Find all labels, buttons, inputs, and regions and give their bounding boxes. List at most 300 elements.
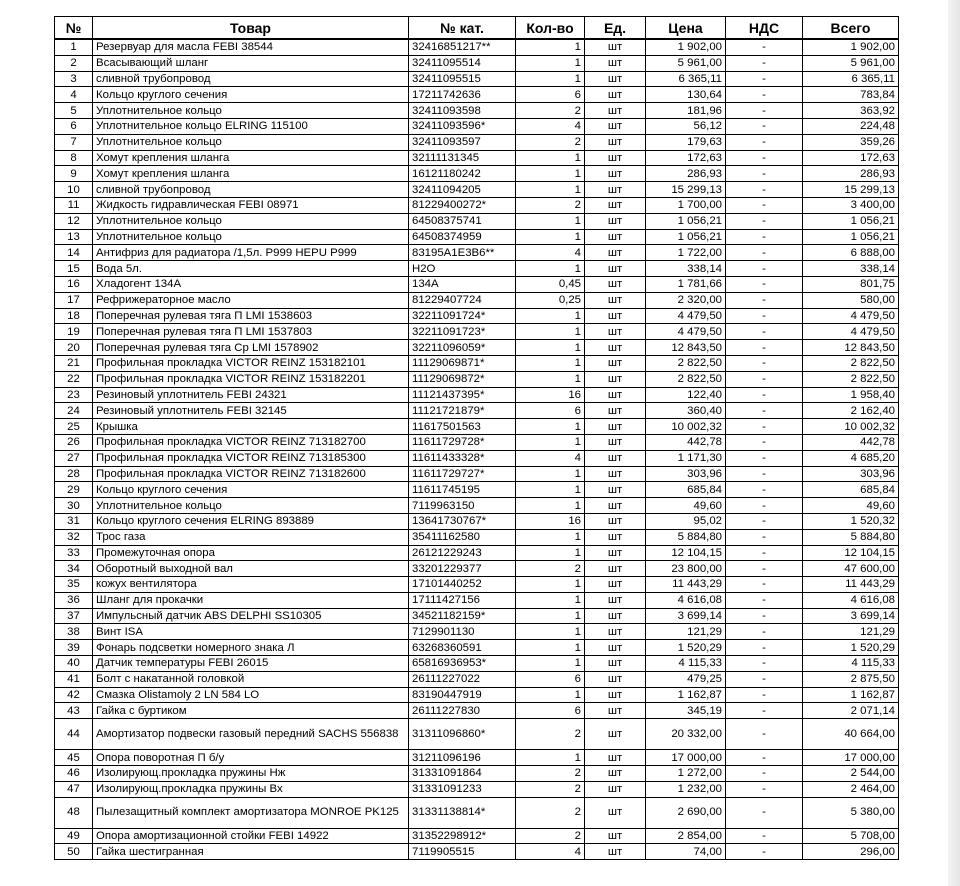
table-row: [55, 118, 899, 134]
table-row: [55, 419, 899, 435]
cell-quantity: 1: [516, 656, 585, 672]
cell-unit: шт: [585, 640, 646, 656]
table-row: [55, 529, 899, 545]
table-row: [55, 624, 899, 640]
cell-unit: шт: [585, 466, 646, 482]
cell-total: 303,96: [803, 466, 899, 482]
table-row: [55, 450, 899, 466]
cell-quantity: 2: [516, 103, 585, 119]
cell-num: 16: [55, 276, 93, 292]
cell-quantity: 1: [516, 624, 585, 640]
cell-total: 2 875,50: [803, 671, 899, 687]
cell-quantity: 4: [516, 844, 585, 860]
cell-price: 2 854,00: [646, 828, 726, 844]
cell-num: 6: [55, 118, 93, 134]
cell-catalog-number: 13641730767*: [409, 513, 516, 529]
cell-vat: -: [726, 324, 803, 340]
cell-catalog-number: 64508375741: [409, 213, 516, 229]
cell-unit: шт: [585, 828, 646, 844]
table-row: [55, 371, 899, 387]
cell-price: 15 299,13: [646, 182, 726, 198]
cell-unit: шт: [585, 656, 646, 672]
cell-unit: шт: [585, 545, 646, 561]
cell-num: 20: [55, 340, 93, 356]
cell-item: Фонарь подсветки номерного знака Л: [93, 640, 409, 656]
cell-price: 1 700,00: [646, 197, 726, 213]
cell-item: сливной трубопровод: [93, 71, 409, 87]
cell-vat: -: [726, 197, 803, 213]
cell-vat: -: [726, 624, 803, 640]
cell-num: 19: [55, 324, 93, 340]
cell-unit: шт: [585, 750, 646, 766]
cell-vat: -: [726, 781, 803, 797]
cell-catalog-number: 32411093596*: [409, 118, 516, 134]
cell-item: Уплотнительное кольцо ELRING 115100: [93, 118, 409, 134]
cell-num: 26: [55, 434, 93, 450]
header-num: №: [55, 17, 93, 40]
cell-total: 359,26: [803, 134, 899, 150]
cell-num: 49: [55, 828, 93, 844]
cell-vat: -: [726, 371, 803, 387]
cell-price: 1 056,21: [646, 229, 726, 245]
cell-unit: шт: [585, 592, 646, 608]
cell-price: 122,40: [646, 387, 726, 403]
cell-vat: -: [726, 687, 803, 703]
cell-price: 2 822,50: [646, 355, 726, 371]
table-row: [55, 324, 899, 340]
cell-vat: -: [726, 561, 803, 577]
cell-unit: шт: [585, 182, 646, 198]
cell-item: Трос газа: [93, 529, 409, 545]
cell-item: Импульсный датчик ABS DELPHI SS10305: [93, 608, 409, 624]
table-row: [55, 781, 899, 797]
cell-num: 24: [55, 403, 93, 419]
cell-total: 2 464,00: [803, 781, 899, 797]
cell-num: 32: [55, 529, 93, 545]
cell-total: 49,60: [803, 498, 899, 514]
cell-vat: -: [726, 403, 803, 419]
cell-quantity: 1: [516, 213, 585, 229]
cell-catalog-number: 32211091724*: [409, 308, 516, 324]
cell-quantity: 1: [516, 608, 585, 624]
cell-unit: шт: [585, 324, 646, 340]
cell-catalog-number: 32411095514: [409, 55, 516, 71]
cell-item: Уплотнительное кольцо: [93, 213, 409, 229]
cell-item: Антифриз для радиатора /1,5л. P999 HEPU P999: [93, 245, 409, 261]
cell-price: 345,19: [646, 703, 726, 719]
cell-num: 33: [55, 545, 93, 561]
cell-vat: -: [726, 513, 803, 529]
cell-num: 11: [55, 197, 93, 213]
cell-quantity: 1: [516, 419, 585, 435]
cell-total: 172,63: [803, 150, 899, 166]
table-row: [55, 213, 899, 229]
cell-catalog-number: 11611433328*: [409, 450, 516, 466]
cell-catalog-number: 64508374959: [409, 229, 516, 245]
cell-quantity: 1: [516, 261, 585, 277]
cell-vat: -: [726, 450, 803, 466]
cell-unit: шт: [585, 308, 646, 324]
cell-total: 1 056,21: [803, 213, 899, 229]
cell-total: 580,00: [803, 292, 899, 308]
table-row: [55, 545, 899, 561]
cell-vat: -: [726, 844, 803, 860]
cell-total: 363,92: [803, 103, 899, 119]
cell-catalog-number: 11129069872*: [409, 371, 516, 387]
cell-num: 9: [55, 166, 93, 182]
cell-quantity: 1: [516, 324, 585, 340]
cell-unit: шт: [585, 245, 646, 261]
cell-num: 21: [55, 355, 93, 371]
cell-item: Вода 5л.: [93, 261, 409, 277]
cell-item: Смазка Olistamoly 2 LN 584 LO: [93, 687, 409, 703]
table-row: [55, 182, 899, 198]
cell-vat: -: [726, 671, 803, 687]
cell-unit: шт: [585, 781, 646, 797]
cell-quantity: 4: [516, 245, 585, 261]
table-row: [55, 797, 899, 828]
cell-item: Болт с накатанной головкой: [93, 671, 409, 687]
cell-catalog-number: 31352298912*: [409, 828, 516, 844]
cell-unit: шт: [585, 118, 646, 134]
table-row: [55, 434, 899, 450]
cell-quantity: 2: [516, 561, 585, 577]
cell-unit: шт: [585, 671, 646, 687]
table-row: [55, 466, 899, 482]
cell-total: 442,78: [803, 434, 899, 450]
cell-total: 296,00: [803, 844, 899, 860]
cell-num: 23: [55, 387, 93, 403]
cell-num: 46: [55, 766, 93, 782]
cell-num: 4: [55, 87, 93, 103]
cell-quantity: 16: [516, 387, 585, 403]
cell-item: сливной трубопровод: [93, 182, 409, 198]
cell-item: Пылезащитный комплект амортизатора MONROE PK125: [93, 797, 409, 828]
cell-num: 41: [55, 671, 93, 687]
cell-price: 2 822,50: [646, 371, 726, 387]
cell-vat: -: [726, 71, 803, 87]
cell-catalog-number: 26111227022: [409, 671, 516, 687]
cell-vat: -: [726, 466, 803, 482]
cell-total: 2 071,14: [803, 703, 899, 719]
cell-catalog-number: 11129069871*: [409, 355, 516, 371]
cell-catalog-number: 33201229377: [409, 561, 516, 577]
cell-item: Хомут крепления шланга: [93, 166, 409, 182]
cell-price: 20 332,00: [646, 719, 726, 750]
cell-unit: шт: [585, 687, 646, 703]
cell-total: 4 479,50: [803, 324, 899, 340]
cell-vat: -: [726, 387, 803, 403]
cell-num: 45: [55, 750, 93, 766]
cell-num: 3: [55, 71, 93, 87]
cell-catalog-number: 31211096196: [409, 750, 516, 766]
cell-catalog-number: 11611729728*: [409, 434, 516, 450]
cell-quantity: 2: [516, 197, 585, 213]
cell-unit: шт: [585, 213, 646, 229]
cell-num: 2: [55, 55, 93, 71]
cell-quantity: 6: [516, 87, 585, 103]
cell-total: 17 000,00: [803, 750, 899, 766]
cell-total: 6 888,00: [803, 245, 899, 261]
cell-vat: -: [726, 355, 803, 371]
cell-total: 5 884,80: [803, 529, 899, 545]
cell-num: 35: [55, 577, 93, 593]
table-row: [55, 703, 899, 719]
cell-price: 3 699,14: [646, 608, 726, 624]
cell-price: 1 232,00: [646, 781, 726, 797]
cell-unit: шт: [585, 577, 646, 593]
cell-price: 179,63: [646, 134, 726, 150]
cell-catalog-number: 35411162580: [409, 529, 516, 545]
cell-num: 7: [55, 134, 93, 150]
cell-vat: -: [726, 39, 803, 55]
cell-unit: шт: [585, 482, 646, 498]
cell-num: 43: [55, 703, 93, 719]
cell-total: 5 708,00: [803, 828, 899, 844]
table-row: [55, 719, 899, 750]
cell-num: 38: [55, 624, 93, 640]
cell-unit: шт: [585, 624, 646, 640]
cell-unit: шт: [585, 150, 646, 166]
cell-item: Резиновый уплотнитель FEBI 24321: [93, 387, 409, 403]
table-row: [55, 577, 899, 593]
cell-quantity: 4: [516, 450, 585, 466]
cell-unit: шт: [585, 703, 646, 719]
cell-catalog-number: 17211742636: [409, 87, 516, 103]
table-row: [55, 403, 899, 419]
cell-item: Поперечная рулевая тяга П LMI 1538603: [93, 308, 409, 324]
cell-num: 44: [55, 719, 93, 750]
cell-item: Профильная прокладка VICTOR REINZ 713182700: [93, 434, 409, 450]
cell-item: Опора амортизационной стойки FEBI 14922: [93, 828, 409, 844]
cell-catalog-number: 83190447919: [409, 687, 516, 703]
cell-item: Изолирующ.прокладка пружины Нж: [93, 766, 409, 782]
cell-num: 5: [55, 103, 93, 119]
cell-num: 28: [55, 466, 93, 482]
cell-price: 4 115,33: [646, 656, 726, 672]
cell-catalog-number: 32411093598: [409, 103, 516, 119]
table-row: [55, 340, 899, 356]
cell-catalog-number: 31311096860*: [409, 719, 516, 750]
cell-num: 10: [55, 182, 93, 198]
cell-quantity: 1: [516, 308, 585, 324]
cell-item: Амортизатор подвески газовый передний SACHS 556838: [93, 719, 409, 750]
cell-quantity: 1: [516, 340, 585, 356]
cell-num: 39: [55, 640, 93, 656]
cell-total: 1 520,29: [803, 640, 899, 656]
cell-price: 1 272,00: [646, 766, 726, 782]
cell-vat: -: [726, 134, 803, 150]
cell-quantity: 1: [516, 529, 585, 545]
cell-quantity: 1: [516, 577, 585, 593]
cell-num: 13: [55, 229, 93, 245]
cell-catalog-number: 11617501563: [409, 419, 516, 435]
cell-item: Уплотнительное кольцо: [93, 498, 409, 514]
cell-catalog-number: H2O: [409, 261, 516, 277]
cell-price: 56,12: [646, 118, 726, 134]
cell-unit: шт: [585, 292, 646, 308]
cell-price: 286,93: [646, 166, 726, 182]
cell-item: Промежуточная опора: [93, 545, 409, 561]
table-row: [55, 592, 899, 608]
cell-total: 12 843,50: [803, 340, 899, 356]
cell-catalog-number: 26121229243: [409, 545, 516, 561]
table-row: [55, 39, 899, 55]
cell-quantity: 1: [516, 687, 585, 703]
cell-price: 1 722,00: [646, 245, 726, 261]
cell-total: 11 443,29: [803, 577, 899, 593]
cell-item: Уплотнительное кольцо: [93, 229, 409, 245]
cell-catalog-number: 16121180242: [409, 166, 516, 182]
cell-total: 2 162,40: [803, 403, 899, 419]
cell-unit: шт: [585, 197, 646, 213]
cell-unit: шт: [585, 55, 646, 71]
cell-catalog-number: 83195A1E3B6**: [409, 245, 516, 261]
cell-unit: шт: [585, 87, 646, 103]
cell-vat: -: [726, 592, 803, 608]
cell-vat: -: [726, 292, 803, 308]
cell-vat: -: [726, 608, 803, 624]
header-item: Товар: [93, 17, 409, 40]
cell-quantity: 2: [516, 719, 585, 750]
cell-total: 6 365,11: [803, 71, 899, 87]
cell-num: 12: [55, 213, 93, 229]
cell-item: Уплотнительное кольцо: [93, 134, 409, 150]
cell-unit: шт: [585, 71, 646, 87]
cell-quantity: 2: [516, 781, 585, 797]
cell-item: кожух вентилятора: [93, 577, 409, 593]
cell-num: 42: [55, 687, 93, 703]
cell-unit: шт: [585, 229, 646, 245]
cell-item: Профильная прокладка VICTOR REINZ 713182600: [93, 466, 409, 482]
cell-quantity: 2: [516, 134, 585, 150]
cell-item: Кольцо круглого сечения ELRING 893889: [93, 513, 409, 529]
cell-price: 2 320,00: [646, 292, 726, 308]
cell-total: 1 958,40: [803, 387, 899, 403]
cell-quantity: 1: [516, 434, 585, 450]
cell-unit: шт: [585, 276, 646, 292]
cell-quantity: 4: [516, 118, 585, 134]
cell-price: 181,96: [646, 103, 726, 119]
cell-catalog-number: 17101440252: [409, 577, 516, 593]
cell-total: 286,93: [803, 166, 899, 182]
cell-num: 14: [55, 245, 93, 261]
cell-item: Профильная прокладка VICTOR REINZ 713185300: [93, 450, 409, 466]
table-row: [55, 750, 899, 766]
table-row: [55, 608, 899, 624]
cell-vat: -: [726, 166, 803, 182]
cell-unit: шт: [585, 766, 646, 782]
table-body: [55, 39, 899, 860]
cell-catalog-number: 31331091233: [409, 781, 516, 797]
cell-num: 34: [55, 561, 93, 577]
cell-catalog-number: 7119963150: [409, 498, 516, 514]
cell-catalog-number: 81229400272*: [409, 197, 516, 213]
cell-vat: -: [726, 103, 803, 119]
parts-invoice-table: [54, 16, 899, 860]
cell-catalog-number: 32411093597: [409, 134, 516, 150]
cell-price: 23 800,00: [646, 561, 726, 577]
cell-quantity: 6: [516, 671, 585, 687]
cell-item: Кольцо круглого сечения: [93, 482, 409, 498]
table-row: [55, 844, 899, 860]
cell-catalog-number: 31331138814*: [409, 797, 516, 828]
cell-quantity: 1: [516, 182, 585, 198]
cell-unit: шт: [585, 450, 646, 466]
table-row: [55, 87, 899, 103]
cell-vat: -: [726, 750, 803, 766]
cell-total: 4 685,20: [803, 450, 899, 466]
cell-price: 6 365,11: [646, 71, 726, 87]
cell-vat: -: [726, 55, 803, 71]
cell-item: Гайка с буртиком: [93, 703, 409, 719]
cell-price: 1 902,00: [646, 39, 726, 55]
cell-num: 17: [55, 292, 93, 308]
cell-catalog-number: 81229407724: [409, 292, 516, 308]
cell-total: 1 056,21: [803, 229, 899, 245]
table-row: [55, 513, 899, 529]
cell-total: 3 699,14: [803, 608, 899, 624]
cell-unit: шт: [585, 844, 646, 860]
header-catalog-number: № кат.: [409, 17, 516, 40]
table-row: [55, 640, 899, 656]
cell-quantity: 1: [516, 592, 585, 608]
cell-item: Хомут крепления шланга: [93, 150, 409, 166]
cell-num: 31: [55, 513, 93, 529]
cell-catalog-number: 7129901130: [409, 624, 516, 640]
table-row: [55, 103, 899, 119]
cell-price: 1 171,30: [646, 450, 726, 466]
cell-unit: шт: [585, 513, 646, 529]
cell-num: 25: [55, 419, 93, 435]
cell-num: 18: [55, 308, 93, 324]
cell-price: 442,78: [646, 434, 726, 450]
table-row: [55, 197, 899, 213]
cell-unit: шт: [585, 529, 646, 545]
cell-catalog-number: 34521182159*: [409, 608, 516, 624]
cell-vat: -: [726, 766, 803, 782]
cell-total: 801,75: [803, 276, 899, 292]
cell-price: 2 690,00: [646, 797, 726, 828]
cell-price: 10 002,32: [646, 419, 726, 435]
cell-quantity: 1: [516, 466, 585, 482]
cell-catalog-number: 65816936953*: [409, 656, 516, 672]
cell-quantity: 1: [516, 39, 585, 55]
cell-total: 40 664,00: [803, 719, 899, 750]
cell-unit: шт: [585, 387, 646, 403]
cell-total: 12 104,15: [803, 545, 899, 561]
cell-unit: шт: [585, 355, 646, 371]
cell-vat: -: [726, 308, 803, 324]
cell-num: 1: [55, 39, 93, 55]
cell-vat: -: [726, 213, 803, 229]
cell-quantity: 2: [516, 828, 585, 844]
cell-vat: -: [726, 261, 803, 277]
cell-price: 5 884,80: [646, 529, 726, 545]
cell-total: 2 822,50: [803, 371, 899, 387]
cell-num: 48: [55, 797, 93, 828]
table-row: [55, 498, 899, 514]
table-row: [55, 308, 899, 324]
cell-unit: шт: [585, 434, 646, 450]
cell-vat: -: [726, 498, 803, 514]
cell-item: Опора поворотная П б/у: [93, 750, 409, 766]
cell-vat: -: [726, 118, 803, 134]
table-row: [55, 276, 899, 292]
cell-vat: -: [726, 482, 803, 498]
cell-item: Изолирующ.прокладка пружины Вх: [93, 781, 409, 797]
cell-num: 37: [55, 608, 93, 624]
